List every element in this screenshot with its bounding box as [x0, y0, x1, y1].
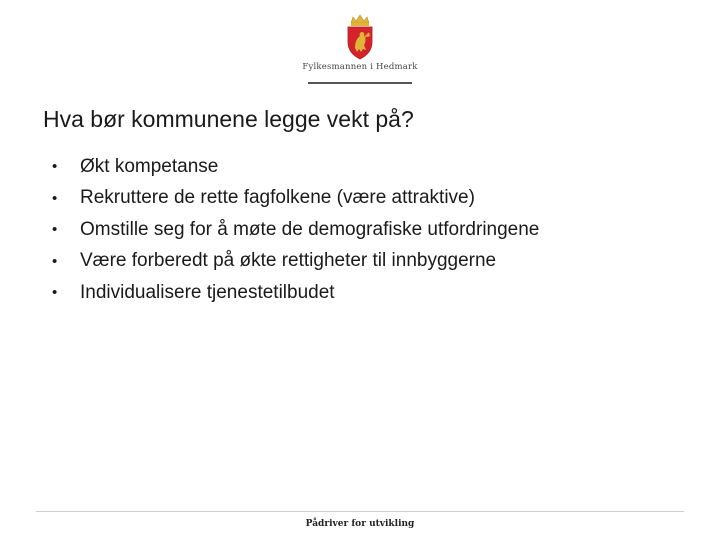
bullet-icon: •	[52, 221, 58, 239]
coat-of-arms-lion-icon	[340, 14, 380, 60]
bullet-icon: •	[52, 252, 58, 270]
bullet-item	[52, 214, 539, 246]
bullet-text: Økt kompetanse	[80, 155, 219, 177]
bullet-icon: •	[52, 158, 58, 176]
bullet-text: Omstille seg for å møte de demografiske utfordringene	[80, 218, 540, 240]
bullet-item	[52, 183, 539, 215]
footer-slogan: Pådriver for utvikling	[305, 519, 415, 529]
bullet-text: Være forberedt på økte rettigheter til innbyggerne	[80, 250, 497, 272]
bullet-icon: •	[52, 284, 58, 302]
bullet-item	[52, 246, 539, 278]
bullet-item	[52, 151, 539, 183]
bullet-text: Individualisere tjenestetilbudet	[80, 281, 335, 303]
slide-title: Hva bør kommunene legge vekt på?	[43, 106, 414, 132]
bullet-list	[52, 151, 539, 309]
bullet-item	[52, 277, 539, 309]
header-divider	[308, 82, 412, 84]
footer-divider	[36, 511, 684, 512]
bullet-icon: •	[52, 189, 58, 207]
organization-name: Fylkesmannen i Hedmark	[302, 62, 418, 72]
bullet-text: Rekruttere de rette fagfolkene (være attraktive)	[80, 187, 475, 209]
